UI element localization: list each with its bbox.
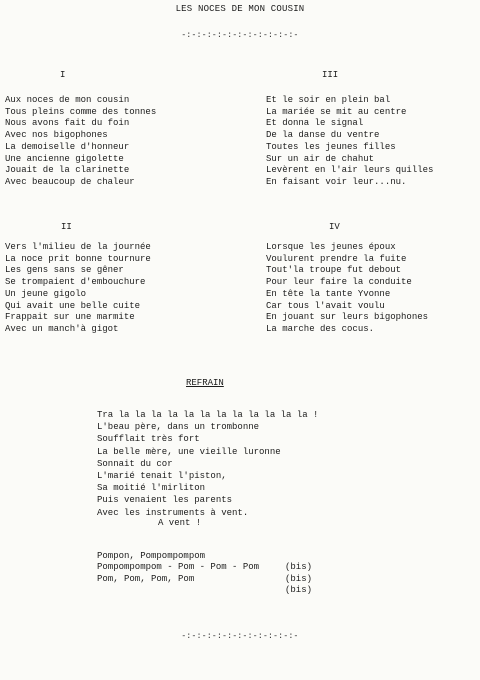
refrain-line: Sa moitié l'mirliton: [97, 483, 206, 494]
bis-text: Pompon, Pompompompom: [97, 550, 206, 561]
refrain-line: La belle mère, une vieille luronne: [97, 446, 281, 457]
bis-row: [97, 551, 337, 584]
stanza-lines: [5, 95, 156, 189]
bis-tag: (bis): [285, 585, 313, 595]
stanza-lines: [266, 95, 433, 189]
verse-line: En faisant voir leur...nu.: [266, 176, 407, 187]
verse-line: Tous pleins comme des tonnes: [5, 106, 157, 117]
verse-line: Pour leur faire la conduite: [266, 277, 412, 288]
verse-line: Jouait de la clarinette: [5, 165, 130, 176]
verse-line: En jouant sur leurs bigophones: [266, 312, 429, 323]
bis-row: [97, 562, 337, 595]
verse-line: Lorsque les jeunes époux: [266, 242, 396, 252]
verse-line: Nous avons fait du foin: [5, 118, 130, 129]
refrain-title: REFRAIN: [186, 378, 224, 388]
verse-line: Levèrent en l'air leurs quilles: [266, 165, 434, 176]
verse-line: De la danse du ventre: [266, 130, 380, 141]
verse-line: Une ancienne gigolette: [5, 153, 124, 164]
verse-line: Et le soir en plein bal: [266, 95, 391, 105]
refrain-line: Puis venaient les parents: [97, 495, 233, 506]
a-vent-line: A vent !: [158, 518, 202, 528]
refrain-line: L'marié tenait l'piston,: [97, 471, 227, 482]
verse-line: Voulurent prendre la fuite: [266, 253, 407, 264]
verse-line: En tête la tante Yvonne: [266, 288, 391, 299]
song-title: LES NOCES DE MON COUSIN: [175, 4, 305, 14]
refrain-line: Tra la la la la la la la la la la la la !: [97, 410, 319, 420]
refrain-line: L'beau père, dans un trombonne: [97, 422, 260, 433]
verse-line: Sur un air de chahut: [266, 153, 375, 164]
refrain-lines: [97, 409, 318, 519]
verse-line: Frappait sur une marmite: [5, 312, 135, 323]
verse-line: Un jeune gigolo: [5, 288, 87, 299]
verse-line: La mariée se mit au centre: [266, 106, 407, 117]
verse-line: Car tous l'avait voulu: [266, 300, 385, 311]
bis-text: Pom, Pom, Pom, Pom: [97, 573, 195, 584]
bis-block: [97, 539, 337, 595]
verse-line: La marche des cocus.: [266, 323, 375, 334]
stanza-lines: [266, 242, 428, 336]
verse-line: Aux noces de mon cousin: [5, 95, 130, 105]
stanza-number: IV: [329, 222, 340, 232]
verse-line: Qui avait une belle cuite: [5, 300, 141, 311]
separator-top: -:-:-:-:-:-:-:-:-:-:-:-: [181, 31, 299, 40]
verse-line: Les gens sans se gêner: [5, 265, 124, 276]
stanza-number: II: [61, 222, 72, 232]
verse-line: Tout'la troupe fut debout: [266, 265, 402, 276]
refrain-line: Avec les instruments à vent.: [97, 507, 249, 518]
stanza-number: I: [60, 70, 66, 80]
bis-tag: (bis): [285, 562, 313, 572]
refrain-line: Sonnait du cor: [97, 458, 173, 469]
verse-line: Avec beaucoup de chaleur: [5, 176, 135, 187]
verse-line: Avec un manch'à gigot: [5, 323, 119, 334]
bis-tag: (bis): [285, 573, 313, 584]
verse-line: Se trompaient d'embouchure: [5, 277, 146, 288]
stanza-number: III: [322, 70, 339, 80]
verse-line: La noce prit bonne tournure: [5, 253, 151, 264]
verse-line: Avec nos bigophones: [5, 130, 108, 141]
verse-line: Et donna le signal: [266, 118, 364, 129]
refrain-line: Soufflait très fort: [97, 434, 200, 445]
separator-bottom: -:-:-:-:-:-:-:-:-:-:-:-: [181, 632, 299, 641]
bis-text: Pompompompom - Pom - Pom - Pom: [97, 562, 260, 572]
stanza-lines: [5, 242, 151, 336]
verse-line: La demoiselle d'honneur: [5, 141, 130, 152]
verse-line: Toutes les jeunes filles: [266, 141, 396, 152]
verse-line: Vers l'milieu de la journée: [5, 242, 151, 252]
